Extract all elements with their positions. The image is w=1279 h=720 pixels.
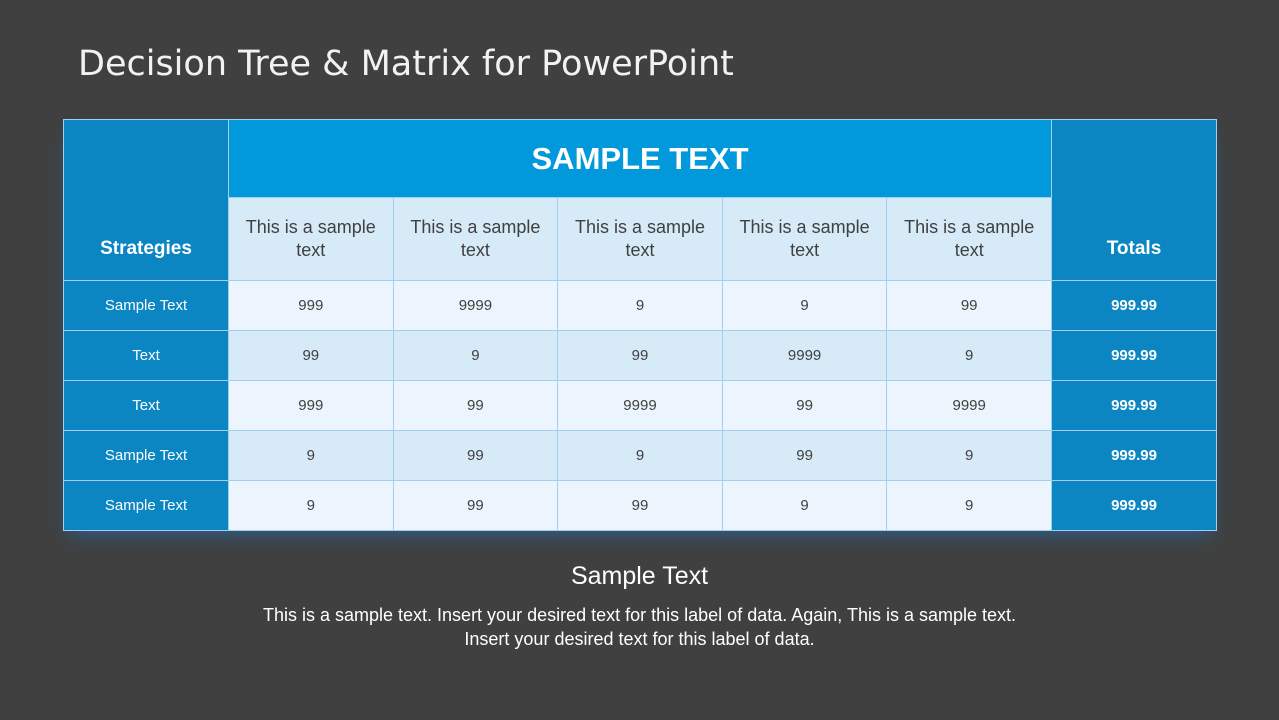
header-row-columns [64,198,1217,281]
data-cell: 9999 [558,381,723,431]
row-label: Sample Text [64,281,229,331]
data-cell: 99 [558,481,723,531]
table-row [64,431,1217,481]
row-label: Text [64,331,229,381]
data-cell: 99 [722,381,887,431]
group-header: SAMPLE TEXT [229,120,1052,198]
data-cell: 99 [887,281,1052,331]
data-cell: 9 [229,481,394,531]
column-header: This is a sample text [393,198,558,281]
total-cell: 999.99 [1052,281,1217,331]
table-row [64,331,1217,381]
data-cell: 99 [229,331,394,381]
data-cell: 99 [558,331,723,381]
column-header: This is a sample text [722,198,887,281]
slide-title: Decision Tree & Matrix for PowerPoint [78,44,734,84]
data-cell: 9999 [393,281,558,331]
caption-body: This is a sample text. Insert your desired text for this label of data. Again, This is a sample text. Insert your desired text for this label of data. [262,605,1017,649]
table-row [64,481,1217,531]
data-cell: 9 [722,481,887,531]
data-cell: 999 [229,281,394,331]
data-cell: 99 [393,481,558,531]
totals-header: Totals [1052,120,1217,281]
data-cell: 9 [887,331,1052,381]
data-cell: 9999 [887,381,1052,431]
table-row [64,281,1217,331]
data-cell: 9999 [722,331,887,381]
table-row [64,381,1217,431]
data-cell: 9 [558,281,723,331]
row-label: Text [64,381,229,431]
matrix-table [63,119,1217,531]
column-header: This is a sample text [558,198,723,281]
data-cell: 99 [393,431,558,481]
total-cell: 999.99 [1052,381,1217,431]
total-cell: 999.99 [1052,331,1217,381]
row-label: Sample Text [64,481,229,531]
header-row-group [64,120,1217,198]
caption-title: Sample Text [570,562,709,590]
data-cell: 99 [393,381,558,431]
data-cell: 9 [229,431,394,481]
total-cell: 999.99 [1052,431,1217,481]
row-label: Sample Text [64,431,229,481]
data-cell: 9 [887,431,1052,481]
data-cell: 9 [558,431,723,481]
data-cell: 9 [887,481,1052,531]
decision-matrix [63,119,1216,528]
data-cell: 99 [722,431,887,481]
data-cell: 9 [393,331,558,381]
data-cell: 999 [229,381,394,431]
column-header: This is a sample text [229,198,394,281]
data-cell: 9 [722,281,887,331]
strategies-header: Strategies [64,120,229,281]
column-header: This is a sample text [887,198,1052,281]
total-cell: 999.99 [1052,481,1217,531]
